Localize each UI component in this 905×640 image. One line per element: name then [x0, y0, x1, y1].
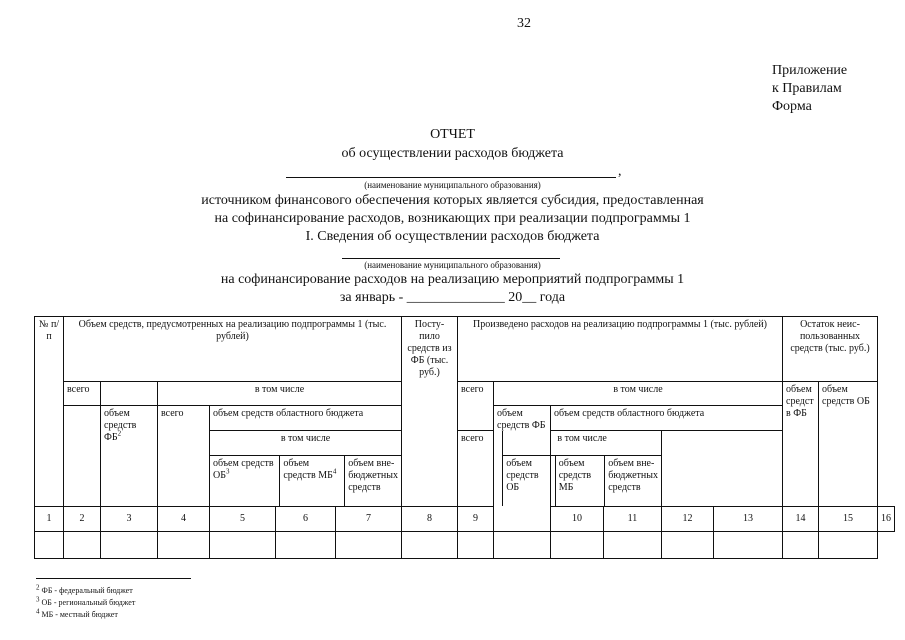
- comma: ,: [618, 164, 622, 179]
- report-title: ОТЧЕТ: [430, 127, 475, 142]
- column-number-row: [35, 507, 895, 532]
- col-number: 6: [276, 507, 336, 532]
- municipality-blank-line-1: [286, 177, 616, 178]
- data-cell[interactable]: [64, 532, 101, 559]
- appendix-line-3: Форма: [772, 99, 812, 114]
- col-number: 5: [210, 507, 276, 532]
- col-number: 12: [662, 507, 714, 532]
- spent-ob-volume: объем средств ОБ: [503, 455, 556, 506]
- spent-regional-total: всего: [458, 431, 503, 506]
- data-cell[interactable]: [158, 532, 210, 559]
- spent-regional-volume: объем средств областного бюджета: [551, 406, 783, 431]
- report-period: [0, 290, 905, 306]
- data-row-empty: [35, 532, 895, 559]
- data-cell[interactable]: [494, 532, 551, 559]
- data-cell[interactable]: [604, 532, 662, 559]
- spent-mb-volume: объем средств МБ: [555, 455, 604, 506]
- col-number: 7: [336, 507, 402, 532]
- period-year: 20__ года: [504, 290, 566, 305]
- page-number: 32: [517, 16, 531, 31]
- spent-including: в том числе: [494, 382, 783, 406]
- footnote-divider: [36, 578, 191, 579]
- planned-fb-label: объем средств ФБ: [104, 408, 137, 443]
- hint-municipality-1: (наименование муниципального образования): [364, 180, 541, 190]
- col-number: 13: [714, 507, 783, 532]
- col-number: 8: [402, 507, 458, 532]
- footnote-4: [36, 607, 118, 620]
- planned-total: всего: [64, 382, 101, 406]
- period-blank: ______________: [406, 290, 505, 305]
- hint-municipality-2: (наименование муниципального образования): [364, 260, 541, 270]
- planned-mb-label: объем средств МБ: [283, 457, 333, 481]
- header-planned-volume: Объем средств, предусмотренных на реализацию подпрограммы 1 (тыс. рублей): [64, 317, 402, 382]
- remainder-fb: объем средст в ФБ: [783, 382, 819, 507]
- footnote-text: ФБ - федеральный бюджет: [39, 586, 133, 595]
- data-cell[interactable]: [551, 532, 604, 559]
- planned-fb-volume: [101, 406, 158, 507]
- planned-mb-volume: [280, 455, 345, 506]
- data-cell[interactable]: [819, 532, 878, 559]
- data-cell[interactable]: [783, 532, 819, 559]
- data-cell[interactable]: [276, 532, 336, 559]
- report-subtitle: об осуществлении расходов бюджета: [341, 146, 564, 161]
- footnote-text: МБ - местный бюджет: [39, 610, 118, 619]
- data-cell[interactable]: [662, 532, 714, 559]
- appendix-line-1: Приложение: [772, 63, 848, 78]
- col-number: 3: [101, 507, 158, 532]
- report-text-3: на софинансирование расходов на реализацию мероприятий подпрограммы 1: [220, 272, 685, 287]
- spent-fb-volume: объем средств ФБ: [494, 406, 551, 532]
- report-text-1: источником финансового обеспечения которых является субсидия, предоставленная: [201, 193, 704, 208]
- planned-spacer: [101, 382, 158, 406]
- footnote-mark: 3: [36, 595, 40, 604]
- report-text-2: на софинансирование расходов, возникающих при реализации подпрограммы 1: [214, 211, 691, 226]
- planned-including: в том числе: [158, 382, 402, 406]
- col-number: 15: [819, 507, 878, 532]
- footnote-mark: 2: [36, 583, 40, 592]
- planned-total-empty: [64, 406, 101, 507]
- municipality-blank-line-2: [342, 258, 560, 259]
- footnote-ref-4: 4: [332, 467, 337, 476]
- planned-extrabudget: объем вне-бюджетных средств: [348, 457, 398, 493]
- col-number: 4: [158, 507, 210, 532]
- header-spent: Произведено расходов на реализацию подпрограммы 1 (тыс. рублей): [458, 317, 783, 382]
- data-cell[interactable]: [458, 532, 494, 559]
- planned-ob-volume: [210, 455, 280, 506]
- planned-breakdown: [210, 431, 402, 507]
- col-number: 2: [64, 507, 101, 532]
- section-heading: I. Сведения об осуществлении расходов бюджета: [305, 229, 600, 244]
- col-number: 16: [878, 507, 895, 532]
- appendix-line-2: к Правилам: [772, 81, 842, 96]
- col-number: 1: [35, 507, 64, 532]
- spent-extrabudget: объем вне-бюджетных средств: [608, 457, 658, 493]
- col-number: 9: [458, 507, 494, 532]
- header-row-number: № п/п: [35, 317, 64, 507]
- col-number: 14: [783, 507, 819, 532]
- spent-breakdown: [458, 431, 662, 507]
- data-cell[interactable]: [714, 532, 783, 559]
- planned-subtotal: всего: [158, 406, 210, 507]
- spent-total: всего: [458, 382, 494, 431]
- data-cell[interactable]: [101, 532, 158, 559]
- col-number: 10: [551, 507, 604, 532]
- spent-breakdown-including: в том числе: [503, 431, 661, 455]
- col-number: 11: [604, 507, 662, 532]
- planned-breakdown-including: в том числе: [210, 431, 401, 455]
- header-remainder: Остаток неис-пользованных средств (тыс. руб.): [783, 317, 878, 382]
- data-cell[interactable]: [402, 532, 458, 559]
- footnote-ref-2: 2: [117, 429, 122, 438]
- footnote-mark: 4: [36, 607, 40, 616]
- period-prefix: за январь -: [339, 290, 407, 305]
- planned-regional-volume: объем средств областного бюджета: [210, 406, 402, 431]
- data-cell[interactable]: [336, 532, 402, 559]
- data-cell[interactable]: [35, 532, 64, 559]
- planned-ob-label: объем средств ОБ: [213, 457, 274, 481]
- appendix-block: [772, 62, 847, 116]
- footnote-3: [36, 595, 136, 608]
- header-received-fb: Посту-пило средств из ФБ (тыс. руб.): [402, 317, 458, 507]
- report-table: [34, 316, 895, 559]
- footnote-2: [36, 583, 133, 596]
- footnote-text: ОБ - региональный бюджет: [39, 598, 136, 607]
- data-cell[interactable]: [210, 532, 276, 559]
- footnote-ref-3: 3: [225, 467, 230, 476]
- remainder-ob: объем средств ОБ: [819, 382, 878, 507]
